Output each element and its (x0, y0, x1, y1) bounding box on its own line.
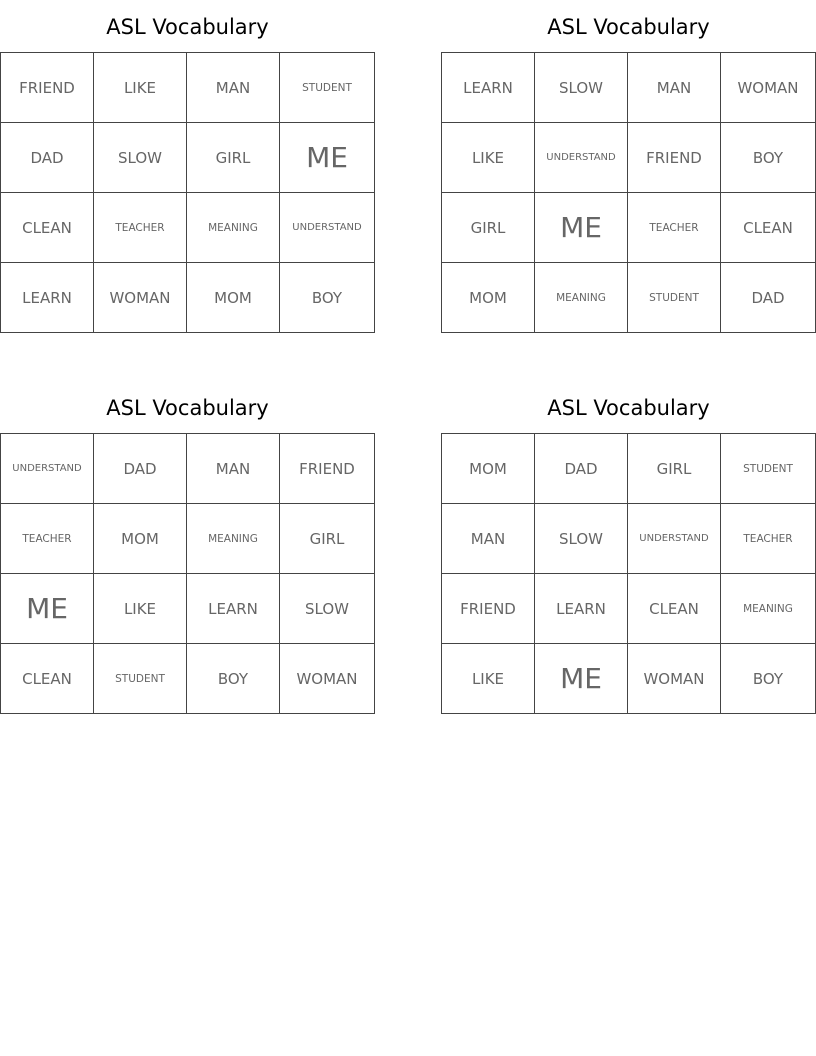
bingo-cell: FRIEND (280, 434, 374, 504)
bingo-cell: MOM (94, 504, 187, 574)
bingo-cell: BOY (721, 123, 815, 193)
bingo-cell: CLEAN (1, 644, 94, 713)
bingo-cell: MAN (187, 53, 280, 123)
bingo-cell: MOM (187, 263, 280, 332)
bingo-cell: ME (535, 193, 628, 263)
bingo-cell: GIRL (280, 504, 374, 574)
bingo-cell: GIRL (187, 123, 280, 193)
bingo-cell: TEACHER (721, 504, 815, 574)
bingo-cell: DAD (751, 288, 785, 307)
bingo-cell: DAD (1, 123, 94, 193)
bingo-cell: DAD (94, 434, 187, 504)
bingo-cell: MEANING (721, 574, 815, 644)
bingo-cell: TEACHER (94, 193, 187, 263)
bingo-cell: SLOW (94, 123, 187, 193)
bingo-cell: LIKE (94, 574, 187, 644)
bingo-cell: LIKE (442, 123, 535, 193)
bingo-cell: MEANING (187, 504, 280, 574)
card-title: ASL Vocabulary (547, 396, 710, 420)
bingo-cell: MOM (442, 263, 535, 332)
bingo-cell: WOMAN (296, 669, 358, 688)
bingo-cell: FRIEND (628, 123, 721, 193)
card-title: ASL Vocabulary (106, 396, 269, 420)
bingo-cell: LEARN (1, 263, 94, 332)
bingo-cell: SLOW (535, 504, 628, 574)
bingo-cell: GIRL (628, 434, 721, 504)
bingo-cell: BOY (187, 644, 280, 713)
bingo-cell: MEANING (535, 263, 628, 332)
bingo-cell: BOY (311, 288, 343, 307)
bingo-cell: BOY (752, 669, 784, 688)
bingo-cell: MAN (628, 53, 721, 123)
bingo-cell: CLEAN (1, 193, 94, 263)
bingo-cell: ME (1, 574, 94, 644)
card-title: ASL Vocabulary (547, 15, 710, 39)
bingo-cell: CLEAN (628, 574, 721, 644)
bingo-cell: GIRL (442, 193, 535, 263)
bingo-cell: CLEAN (721, 193, 815, 263)
bingo-grid (441, 52, 816, 333)
bingo-cell: WOMAN (94, 263, 187, 332)
bingo-cell: WOMAN (628, 644, 721, 713)
bingo-cell: MAN (187, 434, 280, 504)
bingo-cell: SLOW (535, 53, 628, 123)
bingo-cell: ME (535, 644, 628, 713)
card-title: ASL Vocabulary (106, 15, 269, 39)
bingo-grid (0, 52, 375, 333)
bingo-cell: LEARN (535, 574, 628, 644)
bingo-cell: LEARN (187, 574, 280, 644)
bingo-cell: MEANING (187, 193, 280, 263)
bingo-cell: DAD (535, 434, 628, 504)
bingo-cell: SLOW (280, 574, 374, 644)
bingo-cell: ME (280, 123, 374, 193)
bingo-cell: STUDENT (280, 53, 374, 123)
bingo-cell: TEACHER (628, 193, 721, 263)
bingo-cell: UNDERSTAND (280, 193, 374, 263)
bingo-cell: WOMAN (721, 53, 815, 123)
bingo-cell: MOM (442, 434, 535, 504)
bingo-cell: FRIEND (1, 53, 94, 123)
bingo-cell: FRIEND (442, 574, 535, 644)
bingo-cell: TEACHER (1, 504, 94, 574)
bingo-cell: UNDERSTAND (1, 434, 94, 504)
bingo-cell: STUDENT (721, 434, 815, 504)
bingo-cell: MAN (442, 504, 535, 574)
bingo-grid (0, 433, 375, 714)
bingo-cell: STUDENT (628, 263, 721, 332)
bingo-cell: UNDERSTAND (628, 504, 721, 574)
bingo-cell: STUDENT (94, 644, 187, 713)
bingo-cell: LIKE (94, 53, 187, 123)
bingo-cell: LIKE (442, 644, 535, 713)
bingo-cell: UNDERSTAND (535, 123, 628, 193)
bingo-grid (441, 433, 816, 714)
bingo-cell: LEARN (442, 53, 535, 123)
